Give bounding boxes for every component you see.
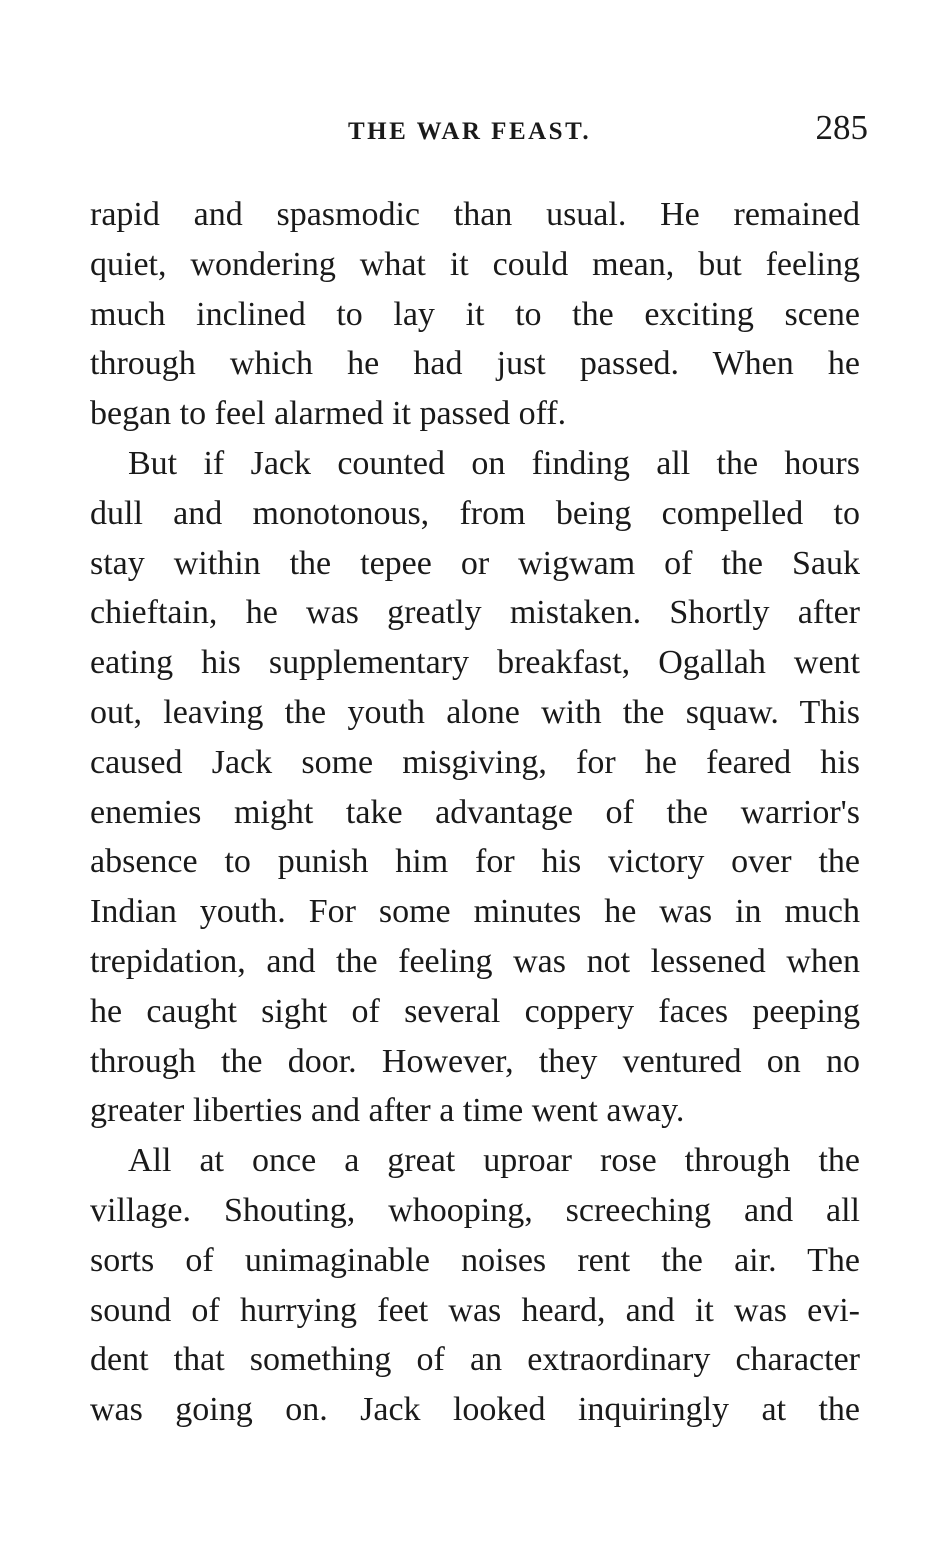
text-line: Indian youth. For some minutes he was in much: [90, 893, 860, 931]
body-text: [90, 190, 860, 1435]
text-line: chieftain, he was greatly mistaken. Shortly after: [90, 594, 860, 632]
text-line: quiet, wondering what it could mean, but feeling: [90, 245, 860, 283]
page-number: 285: [815, 108, 868, 147]
text-line: All at once a great uproar rose through the: [128, 1142, 860, 1180]
text-line: dent that something of an extraordinary character: [90, 1341, 860, 1379]
text-line: But if Jack counted on finding all the hours: [128, 444, 860, 482]
text-line: through the door. However, they ventured on no: [90, 1042, 860, 1080]
text-line: caused Jack some misgiving, for he feared his: [90, 743, 860, 781]
text-line: greater liberties and after a time went away.: [90, 1092, 685, 1130]
text-line: through which he had just passed. When he: [90, 345, 860, 383]
paragraph: [90, 1136, 860, 1435]
paragraph: [90, 190, 860, 439]
text-line: trepidation, and the feeling was not lessened when: [90, 942, 860, 980]
text-line: sorts of unimaginable noises rent the air. The: [90, 1241, 860, 1279]
paragraph: [90, 439, 860, 1136]
text-line: he caught sight of several coppery faces peeping: [90, 992, 860, 1030]
text-line: much inclined to lay it to the exciting scene: [90, 295, 860, 333]
text-line: stay within the tepee or wigwam of the Sauk: [90, 544, 860, 582]
text-line: was going on. Jack looked inquiringly at the: [90, 1391, 860, 1429]
running-title: THE WAR FEAST.: [348, 118, 592, 145]
text-line: sound of hurrying feet was heard, and it was evi-: [90, 1291, 860, 1329]
text-line: eating his supplementary breakfast, Ogallah went: [90, 644, 860, 682]
text-line: enemies might take advantage of the warrior's: [90, 793, 860, 831]
running-head: [90, 108, 868, 158]
text-line: absence to punish him for his victory over the: [90, 843, 860, 881]
text-line: rapid and spasmodic than usual. He remained: [90, 196, 860, 233]
text-line: village. Shouting, whooping, screeching and all: [90, 1191, 860, 1229]
text-line: out, leaving the youth alone with the squaw. This: [90, 693, 860, 731]
text-line: began to feel alarmed it passed off.: [90, 395, 567, 433]
text-line: dull and monotonous, from being compelled to: [90, 494, 860, 532]
